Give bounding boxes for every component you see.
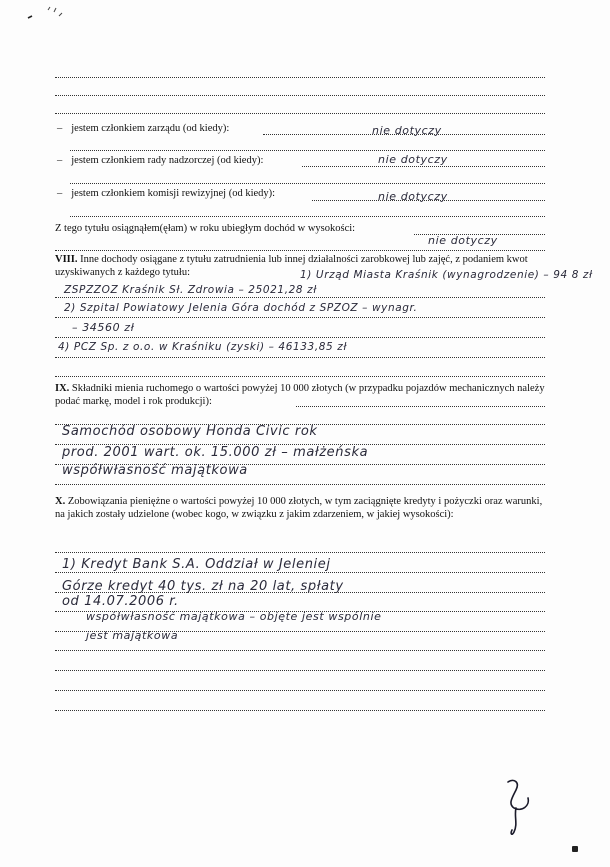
dotted-line (55, 670, 545, 671)
supervisory-board-label: – jestem członkiem rady nadzorczej (od kiedy): (57, 155, 264, 166)
section-x-heading: X. Zobowiązania pieniężne o wartości powyżej 10 000 złotych, w tym zaciągnięte kredyty i pożyczki oraz warunki, na jakich zostały udzielone (wobec kogo, w związku z jakim zdarzeniem, w jakiej wysokości): (55, 496, 543, 520)
income-label: Z tego tytułu osiągnąłem(ęłam) w roku ubiegłym dochód w wysokości: (55, 223, 356, 234)
income-answer: nie dotyczy (428, 234, 498, 247)
dotted-line (70, 216, 545, 217)
section-ix-heading: IX. Składniki mienia ruchomego o wartości powyżej 10 000 złotych (w przypadku pojazdów mechanicznych należy podać markę, model i rok produkcji): (55, 383, 545, 407)
section-viii-handwriting-line: 4) PCZ Sp. z o.o. w Kraśniku (zyski) – 46133,85 zł (58, 341, 347, 353)
dotted-line (70, 150, 545, 151)
dotted-line (55, 650, 545, 651)
section-x-handwriting-line: Górze kredyt 40 tys. zł na 20 lat, spłaty (62, 579, 344, 594)
dotted-line (55, 317, 545, 318)
board-member-label: – jestem członkiem zarządu (od kiedy): (57, 123, 230, 134)
dotted-line (70, 183, 545, 184)
dotted-line (55, 710, 545, 711)
section-ix-handwriting-line: współwłasność majątkowa (62, 463, 248, 478)
scan-mark-icon (572, 846, 578, 852)
section-x-handwriting-line: 1) Kredyt Bank S.A. Oddział w Jeleniej (62, 557, 331, 572)
dotted-line (55, 484, 545, 485)
section-ix-handwriting-line: Samochód osobowy Honda Civic rok (62, 424, 318, 439)
dotted-line (296, 406, 545, 407)
section-viii-handwriting-line: – 34560 zł (72, 321, 135, 334)
section-x-handwriting-line: jest majątkowa (86, 629, 179, 642)
section-x-handwriting-line: współwłasność majątkowa – objęte jest wspólnie (86, 610, 382, 623)
dotted-line (55, 95, 545, 96)
dotted-line (55, 113, 545, 114)
section-viii-handwriting-line: 1) Urząd Miasta Kraśnik (wynagrodzenie) – 94 8 zł (300, 269, 593, 281)
section-viii-heading: VIII. Inne dochody osiągane z tytułu zatrudnienia lub innej działalności zarobkowej lub zajęć, z podaniem kwot uzyskiwanych z każdego tytułu: (55, 254, 528, 278)
dotted-line (55, 77, 545, 78)
scan-marks-icon (26, 4, 76, 24)
board-member-answer: nie dotyczy (372, 124, 442, 137)
dotted-line (55, 250, 545, 251)
dotted-line (55, 572, 545, 573)
audit-committee-label: – jestem członkiem komisji rewizyjnej (od kiedy): (57, 188, 276, 199)
audit-committee-answer: nie dotyczy (378, 190, 448, 203)
dotted-line (302, 166, 545, 167)
dotted-line (55, 592, 545, 593)
section-viii-handwriting-line: ZSPZZOZ Kraśnik Sł. Zdrowia – 25021,28 zł (64, 284, 317, 296)
section-x-handwriting-line: od 14.07.2006 r. (62, 594, 179, 609)
dotted-line (55, 297, 545, 298)
dotted-line (55, 357, 545, 358)
dotted-line (55, 552, 545, 553)
dotted-line (55, 337, 545, 338)
supervisory-board-answer: nie dotyczy (378, 153, 448, 166)
section-viii-handwriting-line: 2) Szpital Powiatowy Jelenia Góra dochód z SPZOZ – wynagr. (64, 302, 418, 314)
signature-initials-icon (504, 776, 536, 838)
dotted-line (55, 690, 545, 691)
dotted-line (55, 376, 545, 377)
section-ix-handwriting-line: prod. 2001 wart. ok. 15.000 zł – małżeńska (62, 445, 369, 460)
